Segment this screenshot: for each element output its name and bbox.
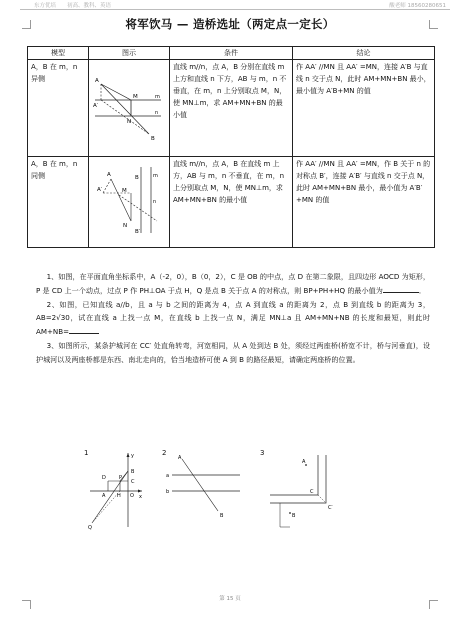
label-P: P	[119, 475, 123, 481]
model-table	[27, 46, 435, 248]
label-O: O	[130, 493, 134, 499]
label-B: B	[292, 513, 296, 519]
table-row	[28, 157, 435, 248]
page-number: 第 15 页	[219, 596, 241, 602]
label-H: H	[117, 493, 121, 499]
figure-number-3: 3	[260, 449, 265, 457]
label-A: A	[302, 459, 306, 465]
figure-1-coordinate-diagram	[88, 451, 144, 531]
label-n: n	[153, 199, 157, 206]
problem-1-tail: ．	[418, 285, 426, 295]
label-B: B	[131, 469, 135, 475]
table-header-condition: 条件	[170, 47, 293, 60]
header-divider	[20, 9, 450, 10]
label-n: n	[155, 110, 159, 117]
label-A: A	[102, 493, 106, 499]
model-cell: A，B 在 m，n 异侧	[28, 60, 89, 157]
label-B: B	[151, 136, 155, 143]
figure-2-parallel-lines	[166, 453, 242, 519]
label-x: x	[139, 494, 142, 500]
label-N: N	[123, 223, 128, 230]
problem-list	[36, 270, 430, 367]
label-M: M	[133, 94, 138, 101]
label-A: A	[95, 78, 99, 85]
table-header-conclusion: 结论	[293, 47, 435, 60]
table-header-figure: 图示	[89, 47, 170, 60]
label-M: M	[122, 188, 127, 195]
figure-number-1: 1	[84, 449, 89, 457]
diagram-opposite-sides	[91, 62, 167, 150]
conclusion-cell: 作 AA′ //MN 且 AA′ =MN，作 B 关于 n 的对称点 B′，连接 A′B′ 与直线 n 交于点 N，此时 AM+MN+BN 最小，最小值为 A′B′ +MN 的值	[293, 157, 435, 248]
condition-cell: 直线 m//n，点 A，B 分别在直线 m 上方和直线 n 下方，AB 与 m，n 不垂直，在 m，n 上分别取点 M，N，使 MN⊥m，求 AM+MN+BN 的最小值	[170, 60, 293, 157]
label-y: y	[131, 453, 134, 459]
figure-cell	[89, 157, 170, 248]
label-B: B	[220, 513, 224, 519]
label-B-prime: B′	[135, 229, 141, 236]
header-left-text: 东方优培 初高、教科、英语	[34, 3, 112, 9]
answer-blank-2[interactable]	[69, 333, 99, 334]
problem-3	[36, 339, 430, 367]
label-D: D	[102, 475, 106, 481]
problem-2	[36, 298, 430, 339]
label-A: A	[178, 455, 182, 461]
label-A-prime: A′	[93, 103, 99, 110]
label-Q: Q	[88, 525, 92, 531]
label-A-prime: A′	[97, 187, 103, 194]
label-B: B	[135, 175, 139, 182]
table-header-row	[28, 47, 435, 60]
label-C-prime: C′	[328, 505, 333, 511]
label-C: C	[131, 479, 135, 485]
header-right-text: 酸老师 18560280651	[389, 3, 446, 9]
problem-3-text: 3、如图所示，某条护城河在 CC′ 处直角转弯，河宽相同，从 A 处到达 B 处，须经过两座桥(桥宽不计，桥与河垂直)，设护城河以及两座桥都是东西、南北走向的，恰当地造桥可使 A 到 B 的路径最短，请确定两座桥的位置。	[36, 341, 430, 364]
condition-cell: 直线 m//n，点 A，B 在直线 m 上方，AB 与 m，n 不垂直，在 m，n 上分别取点 M，N，使 MN⊥m，求 AM+MN+BN 的最小值	[170, 157, 293, 248]
page-title: 将军饮马 — 造桥选址（两定点一定长）	[125, 17, 335, 31]
model-cell: A，B 在 m，n 同侧	[28, 157, 89, 248]
conclusion-cell: 作 AA′ //MN 且 AA′ =MN，连接 A′B 与直线 n 交于点 N，此时 AM+MN+BN 最小，最小值为 A′B+MN 的值	[293, 60, 435, 157]
problem-1	[36, 270, 430, 298]
figure-3-moat-corner	[266, 451, 336, 531]
table-header-model: 模型	[28, 47, 89, 60]
label-A: A	[107, 172, 111, 179]
diagram-same-side	[91, 159, 167, 241]
figure-number-2: 2	[162, 449, 167, 457]
problem-figures	[60, 445, 420, 535]
problem-2-text: 2、如图，已知直线 a//b，且 a 与 b 之间的距离为 4，点 A 到直线 a 的距离为 2，点 B 到直线 b 的距离为 3，AB=2√30，试在直线 a 上找一点 M，在直线 b 上找一点 N，满足 MN⊥a 且 AM+MN+NB 的长度和最短，则此时 AM+NB=	[36, 299, 430, 337]
table-row	[28, 60, 435, 157]
label-m: m	[155, 94, 160, 101]
answer-blank-1[interactable]	[383, 292, 419, 293]
label-a: a	[166, 473, 170, 479]
label-C: C	[310, 489, 314, 495]
label-N: N	[127, 119, 132, 126]
label-b: b	[166, 489, 170, 495]
figure-cell	[89, 60, 170, 157]
label-m: m	[153, 173, 158, 180]
problem-1-text: 1、如图，在平面直角坐标系中，A（-2，0），B（0，2），C 是 OB 的中点，点 D 在第二象限，且四边形 AOCD 为矩形，P 是 CD 上一个动点，过点 P 作 PH⊥OA 于点 H，Q 是点 B 关于点 A 的对称点，则 BP+PH+HQ 的最小值为	[36, 272, 430, 295]
